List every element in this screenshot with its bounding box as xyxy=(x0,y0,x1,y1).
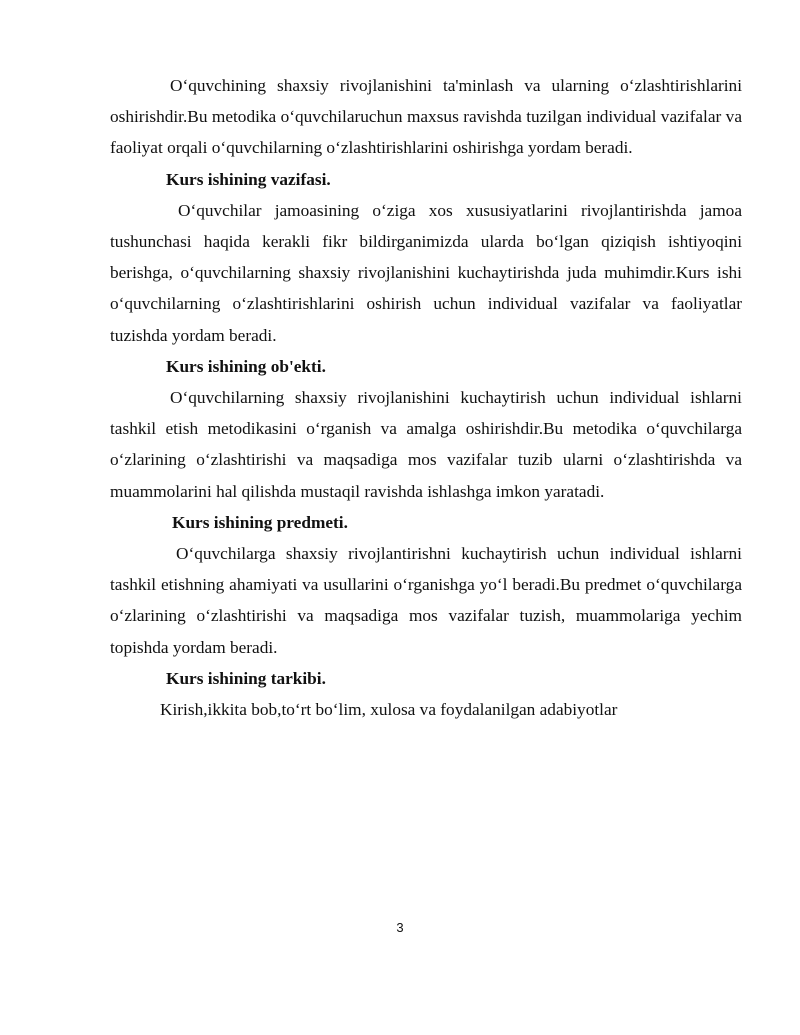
heading-vazifasi: Kurs ishining vazifasi. xyxy=(166,169,331,189)
obekti-paragraph: O‘quvchilarning shaxsiy rivojlanishini kuchaytirish uchun individual ishlarni tashkil etish metodikasini o‘rganish va amalga oshirishdir.Bu metodika o‘quvchilarga o‘zlarining o‘zlashtirishi va maqsadiga mos vazifalar tuzib ularni o‘zlashtirishda va muammolarini hal qilishda mustaqil ravishda ishlashga imkon yaratadi. xyxy=(110,388,742,501)
vazifasi-paragraph: O‘quvchilar jamoasining o‘ziga xos xususiyatlarini rivojlantirishda jamoa tushunchasi haqida kerakli fikr bildirganimizda ularda bo‘lgan qiziqish ishtiyoqini berishga, o‘quvchilarning shaxsiy rivojlanishini kuchaytirishda juda muhimdir.Kurs ishi o‘quvchilarning o‘zlashtirishlarini oshirish uchun individual vazifalar va faoliyatlar tuzishda yordam beradi. xyxy=(110,200,742,345)
heading-obekti: Kurs ishining ob'ekti. xyxy=(166,356,326,376)
page-number: 3 xyxy=(396,920,404,935)
heading-predmeti: Kurs ishining predmeti. xyxy=(172,512,348,532)
intro-paragraph: O‘quvchining shaxsiy rivojlanishini ta'minlash va ularning o‘zlashtirishlarini oshirishdir.Bu metodika o‘quvchilaruchun maxsus ravishda tuzilgan individual vazifalar va faoliyat orqali o‘quvchilarning o‘zlashtirishlarini oshirishga yordam beradi. xyxy=(110,76,742,158)
document-page xyxy=(110,70,742,725)
heading-tarkibi: Kurs ishining tarkibi. xyxy=(166,668,326,688)
tarkibi-paragraph: Kirish,ikkita bob,to‘rt bo‘lim, xulosa va foydalanilgan adabiyotlar xyxy=(160,700,618,720)
predmeti-paragraph: O‘quvchilarga shaxsiy rivojlantirishni kuchaytirish uchun individual ishlarni tashkil etishning ahamiyati va usullarini o‘rganishga yo‘l beradi.Bu predmet o‘quvchilarga o‘zlarining o‘zlashtirishi va maqsadiga mos vazifalar tuzish, muammolariga yechim topishda yordam beradi. xyxy=(110,544,742,657)
